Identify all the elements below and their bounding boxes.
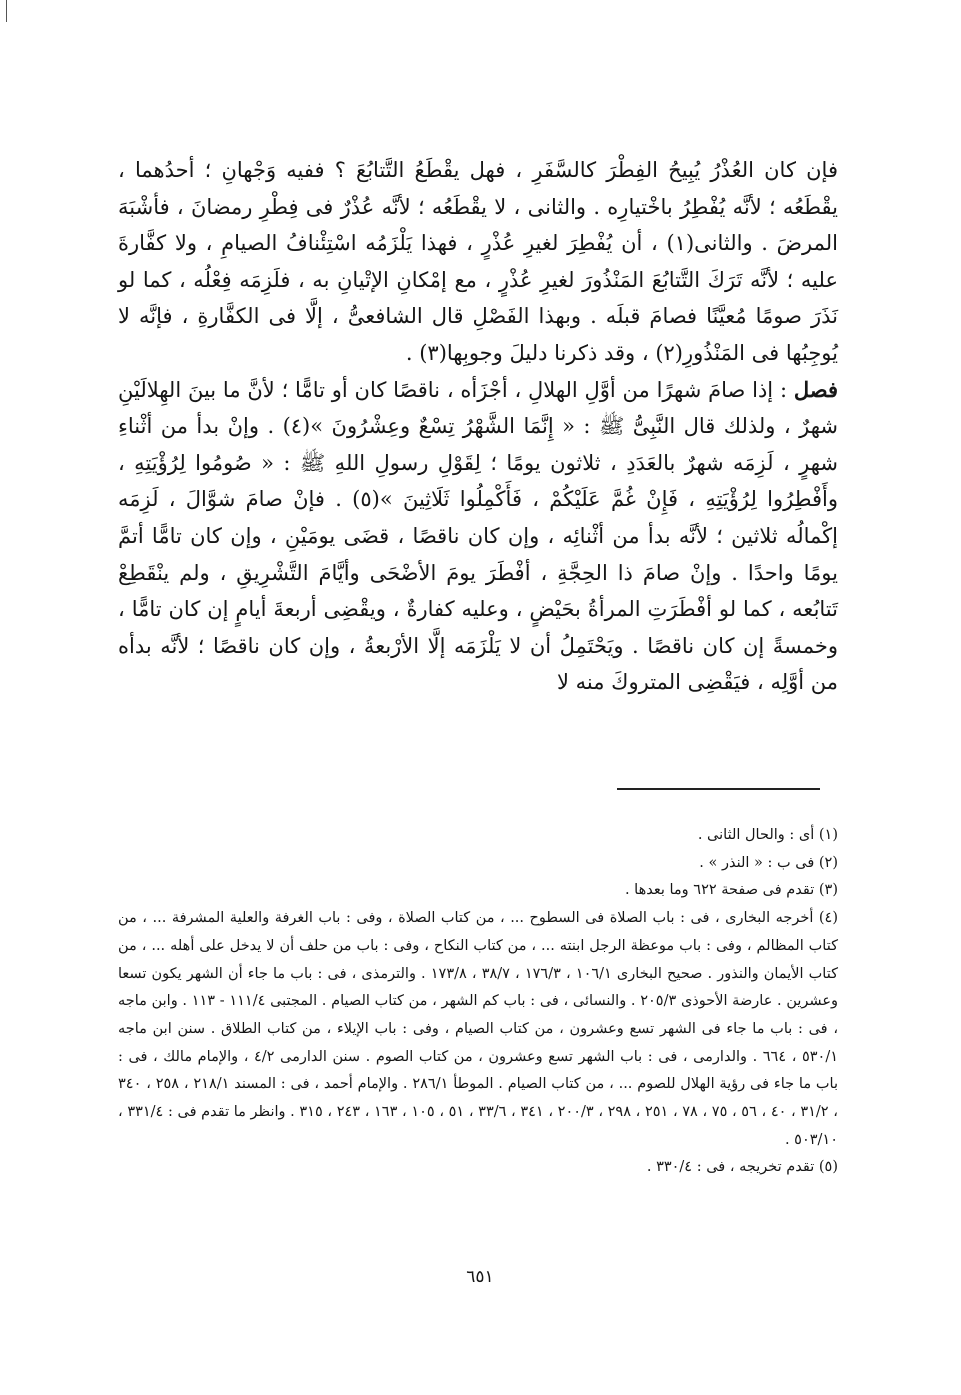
page-number: ٦٥١ xyxy=(466,1267,494,1287)
footnote-2: (٢) فى ب : « النذر » . xyxy=(699,854,838,871)
footnote-divider xyxy=(617,788,820,790)
footnote-5: (٥) تقدم تخريجه ، فى : ٣٣٠/٤ . xyxy=(646,1159,838,1176)
main-paragraph-2-text: : إذا صامَ شهرًا من أوَّلِ الهلالِ ، أجْزَأه ، ناقصًا كان أو تامًّا ؛ لأنَّ ما بينَ الهِلالَيْنِ شهرٌ ، ولذلك قال النَّبِىُّ ﷺ : « إِنَّمَا الشَّهْرُ تِسْعٌ وعِشْرُونَ »(٤) . وإنْ بدأ من أثْناءِ شهرٍ ، لَزِمَه شهرٌ بالعَدَدِ ، ثلاثون يومًا ؛ لِقَوْلِ رسولِ اللهِ ﷺ : « صُومُوا لِرُؤْيَتِهِ ، وأَفْطِرُوا لِرُؤْيَتِهِ ، فَإِنْ غُمَّ عَلَيْكُمْ ، فَأَكْمِلُوا ثَلَاثِينَ »(٥) . فإنْ صامَ شوَّالَ ، لَزِمَه إكْمالُه ثلاثين ؛ لأنَّه بدأ من أثْنائِه ، وإن كان ناقصًا ، قضَى يومَيْنِ ، وإن كان تامًّا أتمَّ يومًا واحدًا . وإنْ صامَ ذا الحِجَّةِ ، أفْطَرَ يومَ الأضْحَى وأيَّامَ التَّشْرِيقِ ، ولم ينْقَطِعْ تَتابُعه ، كما لو أفْطَرَتِ المرأةُ بحَيْضٍ ، وعليه كفارةٌ ، ويقْضِى أربعةَ أيامٍ إن كان تامًّا ، وخمسةً إن كان ناقصًا . ويَحْتَمِلُ أن لا يَلْزَمَه إلَّا الأرْبعةُ ، وإن كان ناقصًا ؛ لأنَّه بدأه من أوَّلِه ، فيَقْضِى المتروكَ منه لا xyxy=(118,377,838,695)
footnote-4: (٤) أخرجه البخارى ، فى : باب الصلاة فى السطوح ... ، من كتاب الصلاة ، وفى : باب الغرفة والعلية المشرفة ... ، من كتاب المظالم ، وفى : باب موعظة الرجل ابنته ... ، من كتاب النكاح ، وفى : باب من حلف أن لا يدخل على أهله ... ، من كتاب الأيمان والنذور . صحيح البخارى ١٠٦/١ ، ١٧٦/٣ ، ٣٨/٧ ، ١٧٣/٨ . والترمذى ، فى : باب ما جاء أن الشهر يكون تسعا وعشرين . عارضة الأحوذى ٢٠٥/٣ . والنسائى ، فى : باب كم الشهر ، من كتاب الصيام . المجتبى ١١١/٤ - ١١٣ . وابن ماجه ، فى : باب ما جاء فى الشهر تسع وعشرون ، من كتاب الصيام ، وفى : باب الإيلاء ، من كتاب الطلاق . سنن ابن ماجه ٥٣٠/١ ، ٦٦٤ . والدارمى ، فى : باب الشهر تسع وعشرون ، من كتاب الصوم . سنن الدارمى ٤/٢ ، والإمام مالك ، فى : باب ما جاء فى رؤية الهلال للصوم ... ، من كتاب الصيام . الموطأ ٢٨٦/١ . والإمام أحمد ، فى : المسند ٢١٨/١ ، ٢٥٨ ، ٣٤٠ ، ٣١/٢ ، ٤٠ ، ٥٦ ، ٧٥ ، ٧٨ ، ٢٥١ ، ٢٩٨ ، ٢٠٠/٣ ، ٣٤١ ، ٣٣/٦ ، ٥١ ، ١٠٥ ، ١٦٣ ، ٢٤٣ ، ٣١٥ . وانظر ما تقدم فى : ٣٣١/٤ ، ٥٠٣/١٠ . xyxy=(118,910,839,1148)
footnotes xyxy=(118,822,838,1182)
main-paragraph-1: فإن كان العُذْرُ يُبِيحُ الفِطْرَ كالسَّفَرِ ، فهل يقْطَعُ التَّتابُعَ ؟ ففيه وَجْهانِ ؛ أحدُهما ، يقْطَعُه ؛ لأنَّه يُفْطِرُ باخْتيارِه . والثانى ، لا يقْطَعُه ؛ لأنَّه عُذْرٌ فى فِطْرِ رمضانَ ، فأشْبَهَ المرضَ . والثانى(١) ، أن يُفْطِرَ لغيرِ عُذْرٍ ، فهذا يَلْزَمُه اسْتِئْنافُ الصيامِ ، ولا كفَّارةَ عليه ؛ لأنَّه تَرَكَ التَّتابُعَ المَنْذُورَ لغيرِ عُذْرٍ ، مع إمْكانِ الإتْيانِ به ، فلَزِمَه فِعْلُه ، كما لو نَذَرَ صومًا مُعيَّنًا فصامَ قبلَه . وبهذا الفَصْلِ قال الشافعىُّ ، إلَّا فى الكفَّارةِ ، فإنَّه لا يُوجِبُها فى المَنْذُورِ(٢) ، وقد ذكرنا دليلَ وجوبِها(٣) . xyxy=(118,158,838,365)
footnote-3: (٣) تقدم فى صفحة ٦٢٢ وما بعدها . xyxy=(624,882,838,899)
main-text xyxy=(118,152,838,701)
section-label: فصل xyxy=(793,376,838,402)
scan-edge-mark xyxy=(6,0,7,22)
footnote-1: (١) أى : والحال الثانى . xyxy=(697,827,838,843)
main-paragraph-2 xyxy=(118,372,838,701)
